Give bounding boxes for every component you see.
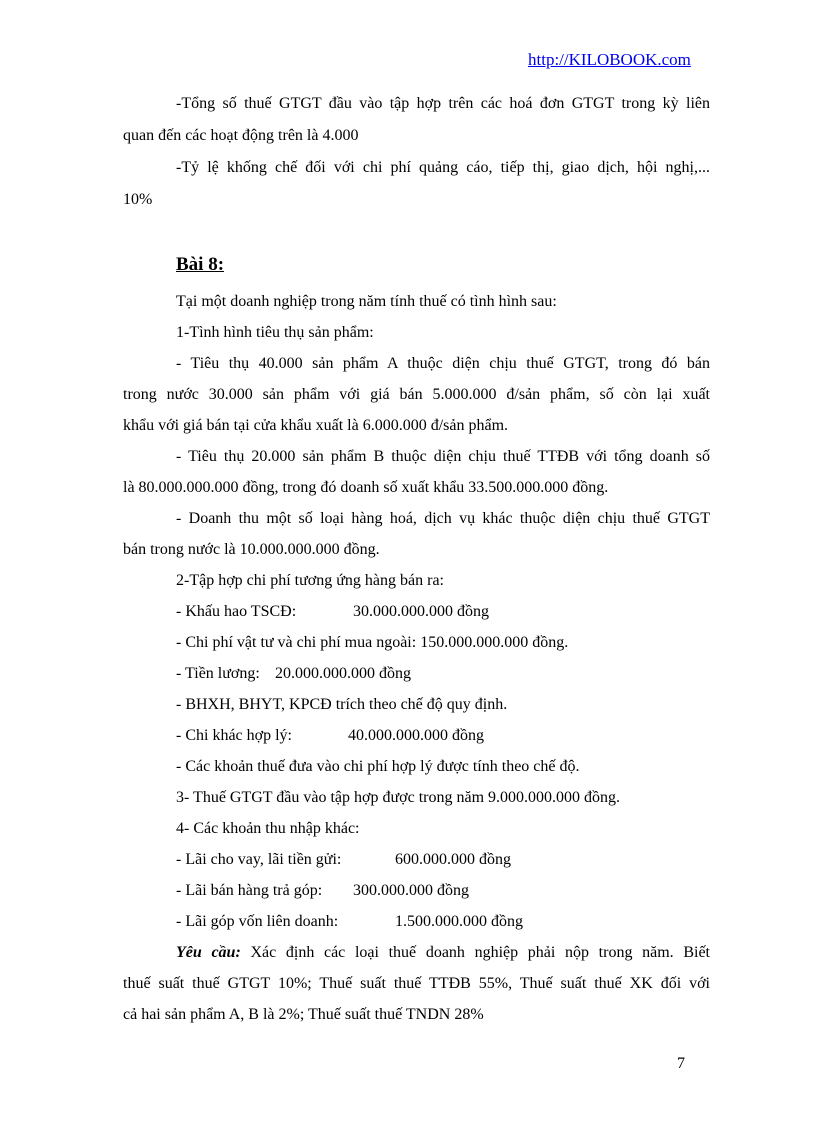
loan-interest-label: - Lãi cho vay, lãi tiền gửi: xyxy=(176,851,342,868)
joint-venture-label: - Lãi góp vốn liên doanh: xyxy=(176,913,339,930)
other-expense-label: - Chi khác hợp lý: xyxy=(176,727,292,744)
header-link[interactable]: http://KILOBOOK.com xyxy=(528,50,691,69)
other-revenue-line-1: - Doanh thu một số loại hàng hoá, dịch vụ khác thuộc diện chịu thuế GTGT xyxy=(176,510,710,527)
joint-venture-value: 1.500.000.000 đồng xyxy=(395,913,523,930)
depreciation-line xyxy=(176,602,489,622)
page-number: 7 xyxy=(677,1055,685,1072)
section3-line: 3- Thuế GTGT đầu vào tập hợp được trong năm 9.000.000.000 đồng. xyxy=(176,789,621,806)
installment-interest-value: 300.000.000 đồng xyxy=(353,882,469,899)
product-b-line-2: là 80.000.000.000 đồng, trong đó doanh số xuất khẩu 33.500.000.000 đồng. xyxy=(123,479,609,496)
section1-title: 1-Tình hình tiêu thụ sản phẩm: xyxy=(176,324,374,341)
requirement-line-1 xyxy=(176,943,710,963)
taxes-line: - Các khoản thuế đưa vào chi phí hợp lý được tính theo chế độ. xyxy=(176,758,580,775)
salary-label: - Tiền lương: xyxy=(176,665,260,682)
salary-value: 20.000.000.000 đồng xyxy=(275,665,411,682)
section2-title: 2-Tập hợp chi phí tương ứng hàng bán ra: xyxy=(176,572,444,589)
product-b-line-1: - Tiêu thụ 20.000 sản phẩm B thuộc diện chịu thuế TTĐB với tổng doanh số xyxy=(176,448,710,465)
depreciation-label: - Khấu hao TSCĐ: xyxy=(176,603,297,620)
section4-title: 4- Các khoản thu nhập khác: xyxy=(176,820,360,837)
installment-interest-label: - Lãi bán hàng trả góp: xyxy=(176,882,323,899)
other-revenue-line-2: bán trong nước là 10.000.000.000 đồng. xyxy=(123,541,380,558)
ratio-line-1: -Tỷ lệ khống chế đối với chi phí quảng cáo, tiếp thị, giao dịch, hội nghị,... xyxy=(176,159,710,176)
materials-line: - Chi phí vật tư và chi phí mua ngoài: 150.000.000.000 đồng. xyxy=(176,634,569,651)
requirement-line-3: cả hai sản phẩm A, B là 2%; Thuế suất thuế TNDN 28% xyxy=(123,1006,484,1023)
ratio-line-2: 10% xyxy=(123,191,153,208)
joint-venture-line xyxy=(176,912,523,932)
exercise-title: Bài 8: xyxy=(176,254,225,275)
vat-input-line-2: quan đến các hoạt động trên là 4.000 xyxy=(123,127,359,144)
installment-interest-line xyxy=(176,881,469,901)
depreciation-value: 30.000.000.000 đồng xyxy=(353,603,489,620)
product-a-line-3: khẩu với giá bán tại cửa khẩu xuất là 6.000.000 đ/sản phẩm. xyxy=(123,417,509,434)
salary-line xyxy=(176,664,411,684)
requirement-label: Yêu cầu: xyxy=(176,944,241,961)
requirement-text-1: Xác định các loại thuế doanh nghiệp phải nộp trong năm. Biết xyxy=(240,944,710,961)
other-expense-value: 40.000.000.000 đồng xyxy=(348,727,484,744)
loan-interest-value: 600.000.000 đồng xyxy=(395,851,511,868)
product-a-line-2: trong nước 30.000 sản phẩm với giá bán 5.000.000 đ/sản phẩm, số còn lại xuất xyxy=(123,386,710,403)
loan-interest-line xyxy=(176,850,511,870)
product-a-line-1: - Tiêu thụ 40.000 sản phẩm A thuộc diện chịu thuế GTGT, trong đó bán xyxy=(176,355,710,372)
requirement-line-2: thuế suất thuế GTGT 10%; Thuế suất thuế TTĐB 55%, Thuế suất thuế XK đối với xyxy=(123,975,710,992)
vat-input-line-1: -Tổng số thuế GTGT đầu vào tập hợp trên các hoá đơn GTGT trong kỳ liên xyxy=(176,95,710,112)
other-expense-line xyxy=(176,726,484,746)
insurance-line: - BHXH, BHYT, KPCĐ trích theo chế độ quy định. xyxy=(176,696,508,713)
exercise-intro: Tại một doanh nghiệp trong năm tính thuế có tình hình sau: xyxy=(176,293,557,310)
